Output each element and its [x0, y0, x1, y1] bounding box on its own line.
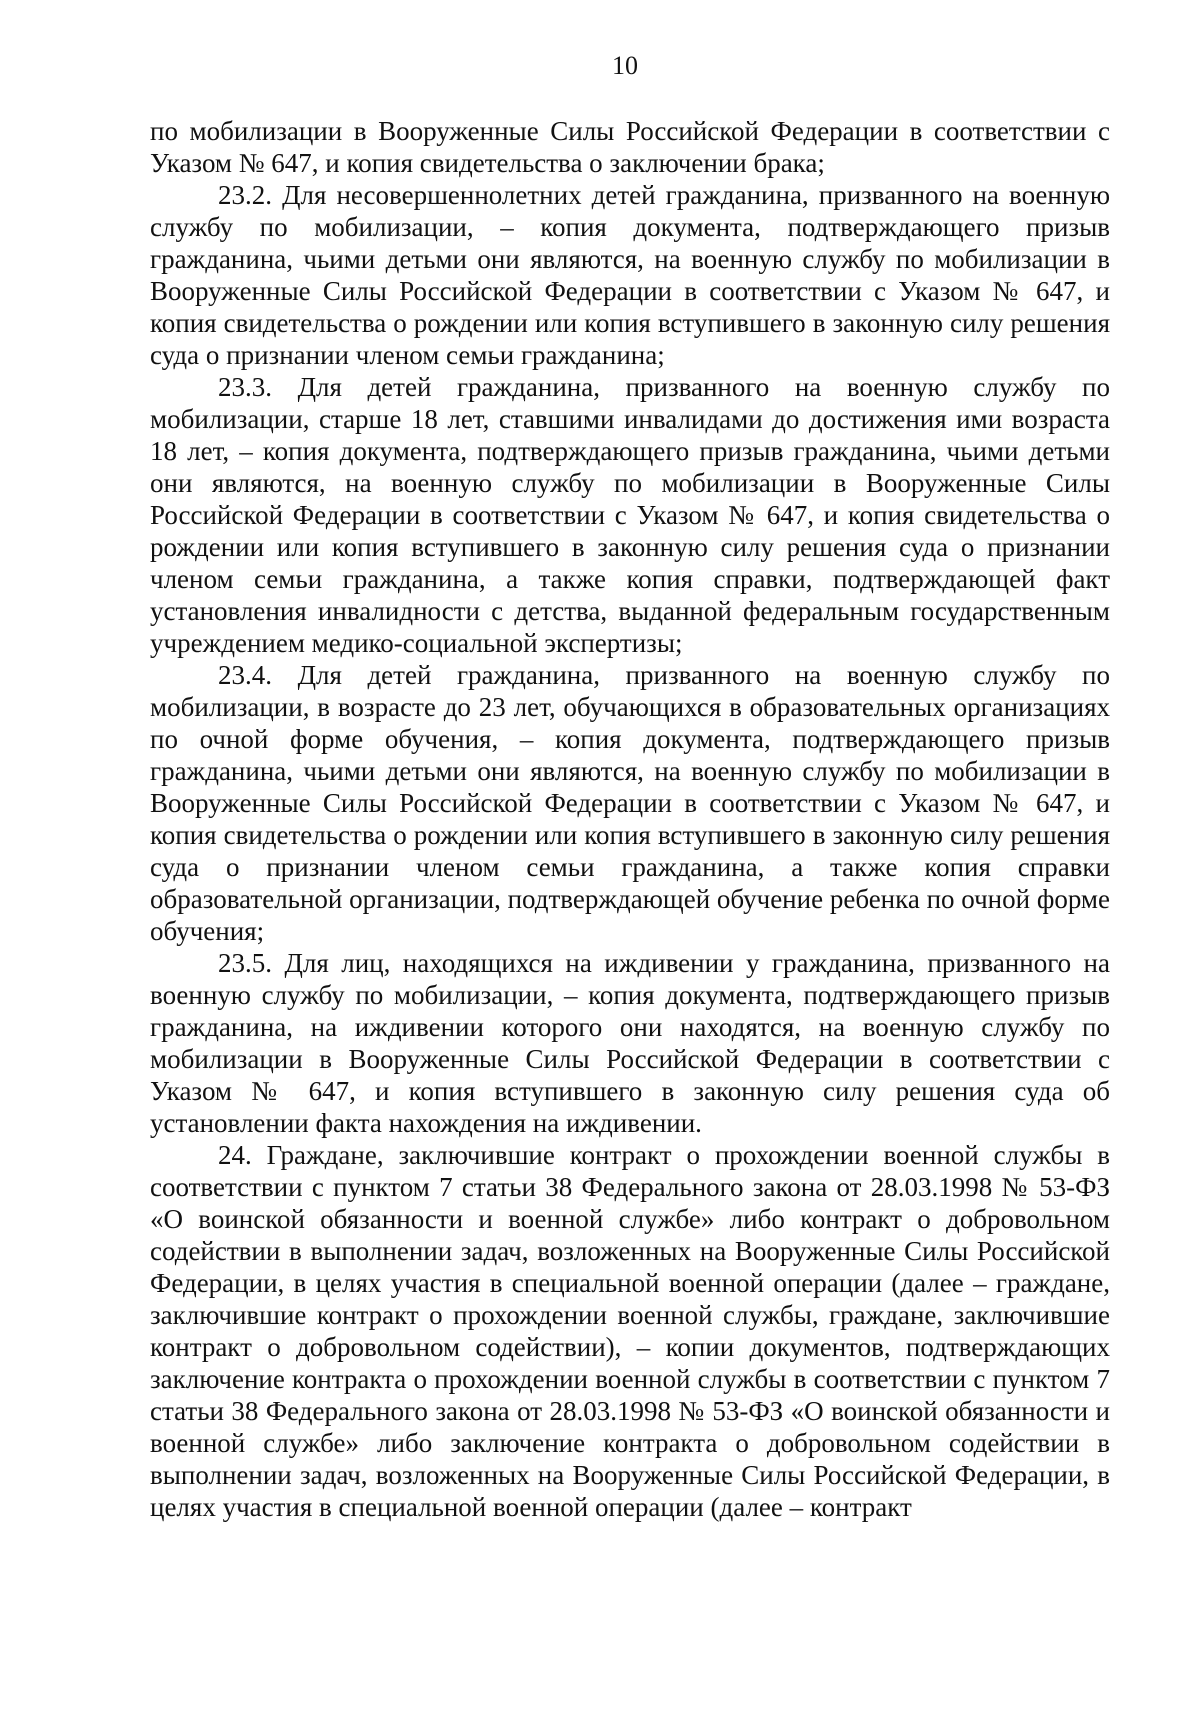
paragraph-23-2: 23.2. Для несовершеннолетних детей гражданина, призванного на военную службу по мобилизации, – копия документа, подтверждающего призыв гражданина, чьими детьми они являются, на военную службу по мобилизации в Вооруженные Силы Российской Федерации в соответствии с Указом № 647, и копия свидетельства о рождении или копия вступившего в законную силу решения суда о признании членом семьи гражданина;: [150, 180, 1110, 370]
page-number: 10: [612, 51, 638, 80]
paragraph-23-4: 23.4. Для детей гражданина, призванного на военную службу по мобилизации, в возрасте до 23 лет, обучающихся в образовательных организациях по очной форме обучения, – копия документа, подтверждающего призыв гражданина, чьими детьми они являются, на военную службу по мобилизации в Вооруженные Силы Российской Федерации в соответствии с Указом № 647, и копия свидетельства о рождении или копия вступившего в законную силу решения суда о признании членом семьи гражданина, а также копия справки образовательной организации, подтверждающей обучение ребенка по очной форме обучения;: [150, 660, 1110, 946]
paragraph-24: 24. Граждане, заключившие контракт о прохождении военной службы в соответствии с пунктом 7 статьи 38 Федерального закона от 28.03.1998 № 53-ФЗ «О воинской обязанности и военной службе» либо контракт о добровольном содействии в выполнении задач, возложенных на Вооруженные Силы Российской Федерации, в целях участия в специальной военной операции (далее – граждане, заключившие контракт о прохождении военной службы, граждане, заключившие контракт о добровольном содействии), – копии документов, подтверждающих заключение контракта о прохождении военной службы в соответствии с пунктом 7 статьи 38 Федерального закона от 28.03.1998 № 53-ФЗ «О воинской обязанности и военной службе» либо заключение контракта о добровольном содействии в выполнении задач, возложенных на Вооруженные Силы Российской Федерации, в целях участия в специальной военной операции (далее – контракт: [150, 1140, 1110, 1522]
paragraph-23-3: 23.3. Для детей гражданина, призванного на военную службу по мобилизации, старше 18 лет, ставшими инвалидами до достижения ими возраста 18 лет, – копия документа, подтверждающего призыв гражданина, чьими детьми они являются, на военную службу по мобилизации в Вооруженные Силы Российской Федерации в соответствии с Указом № 647, и копия свидетельства о рождении или копия вступившего в законную силу решения суда о признании членом семьи гражданина, а также копия справки, подтверждающей факт установления инвалидности с детства, выданной федеральным государственным учреждением медико-социальной экспертизы;: [150, 372, 1110, 658]
paragraph-23-5: 23.5. Для лиц, находящихся на иждивении у гражданина, призванного на военную службу по мобилизации, – копия документа, подтверждающего призыв гражданина, на иждивении которого они находятся, на военную службу по мобилизации в Вооруженные Силы Российской Федерации в соответствии с Указом № 647, и копия вступившего в законную силу решения суда об установлении факта нахождения на иждивении.: [150, 948, 1110, 1138]
document-body: [150, 115, 1110, 1523]
paragraph-continuation: по мобилизации в Вооруженные Силы Российской Федерации в соответствии с Указом № 647, и копия свидетельства о заключении брака;: [150, 116, 1110, 178]
